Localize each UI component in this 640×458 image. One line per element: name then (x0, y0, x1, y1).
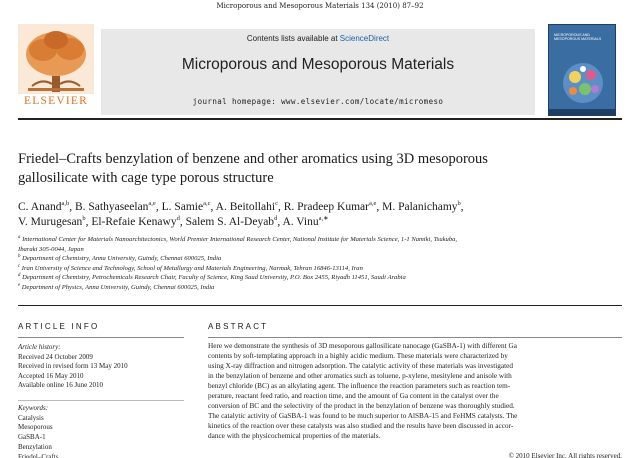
affiliation-a-continued: Ibaraki 305-0044, Japan (18, 245, 84, 253)
affiliation-d: $^d$ Department of Chemistry, Petrochemicals Research Chair, Faculty of Science, King Saud University, P.O. Box 2455, Riyadh 11451, Saudi Arabia (18, 273, 406, 282)
publisher-wordmark: ELSEVIER (24, 95, 88, 107)
cover-title: MICROPOROUS AND MESOPOROUS MATERIALS (554, 33, 602, 42)
abstract-body (208, 342, 622, 442)
cover-molecule-graphic (549, 25, 616, 116)
author[interactable]: V. Murugesan$^b$ (18, 215, 86, 228)
author[interactable]: A. Beitollahi$^c$ (215, 200, 278, 213)
abstract-line: using X-ray diffraction and nitrogen adsorption. The catalytic activity of these materials was investigated (208, 361, 513, 370)
contents-line (101, 34, 535, 43)
abstract-line: perature, reactant feed ratio, and reaction time, and the amount of Ga content in the catalyst over the (208, 391, 499, 400)
abstract-heading: ABSTRACT (208, 322, 269, 331)
affiliations (18, 235, 622, 293)
history-label: Article history: (18, 343, 61, 351)
author-list (18, 200, 622, 230)
abstract-line: dance with the physicochemical properties of the materials. (208, 431, 381, 440)
abstract-line: contents by soft-templating approach in a highly acidic medium. These materials were characterized by (208, 351, 508, 360)
abstract-rule (208, 337, 622, 338)
history-item: Received 24 October 2009 (18, 352, 93, 361)
abstract-line: in the benzylation of benzene and other aromatics such as toluene, p-xylene, mesitylene and anisole with (208, 371, 512, 380)
article-info-rule (18, 337, 184, 338)
author[interactable]: B. Sathyaseelan$^{a,e}$ (74, 200, 156, 213)
keyword: GaSBA-1 (18, 433, 46, 442)
running-head: Microporous and Mesoporous Materials 134 (2010) 87–92 (216, 2, 424, 10)
journal-name: Microporous and Mesoporous Materials (181, 56, 455, 73)
keywords-rule (18, 400, 184, 401)
keywords-label: Keywords: (18, 404, 49, 412)
author[interactable]: L. Samie$^{a,c}$ (161, 200, 211, 213)
journal-cover (548, 24, 616, 116)
affiliation-b: $^b$ Department of Chemistry, Anna University, Guindy, Chennai 600025, India (18, 254, 222, 263)
author[interactable]: M. Palanichamy$^b$ (382, 200, 461, 213)
keywords (18, 404, 188, 458)
author[interactable]: El-Refaie Kenawy$^d$ (91, 215, 180, 228)
article-title (18, 150, 622, 188)
keyword: Benzylation (18, 442, 52, 451)
keyword: Friedel–Crafts (18, 452, 59, 458)
author[interactable]: C. Anand$^{a,b}$ (18, 200, 70, 213)
contents-prefix: Contents lists available at (246, 34, 338, 43)
title-line-1: Friedel–Crafts benzylation of benzene and other aromatics using 3D mesoporous (18, 151, 488, 167)
abstract-line: kinetics of the reaction over these catalysts was also studied and the results have been discussed in accor- (208, 421, 514, 430)
affiliation-a: $^a$ International Center for Materials Nanoarchitectonics, World Premier International Research Center, National Institute for Materials Science, 1-1 Namiki, Tsukuba, (18, 234, 458, 243)
author[interactable]: Salem S. Al-Deyab$^d$ (185, 215, 278, 228)
affiliation-c: $^c$ Iran University of Science and Technology, School of Metallurgy and Materials Engineering, Narmak, Tehran 16846-13114, Iran (18, 263, 363, 272)
title-line-2: gallosilicate with cage type porous structure (18, 170, 274, 186)
journal-homepage[interactable]: journal homepage: www.elsevier.com/locate/micromeso (192, 97, 444, 106)
abstract-line: benzyl chloride (BC) as an alkylating agent. The influence the reaction parameters such as reaction tem- (208, 381, 511, 390)
keyword: Catalysis (18, 413, 44, 422)
article-info-heading: ARTICLE INFO (18, 322, 100, 331)
sciencedirect-link[interactable]: ScienceDirect (339, 34, 390, 43)
section-rule (18, 305, 622, 306)
authors-line-1: C. Anand$^{a,b}$, B. Sathyaseelan$^{a,e}$, L. Samie$^{a,c}$, A. Beitollahi$^c$, R. Pradeep Kumar$^{a,e}$, M. Palanichamy$^b$, (18, 200, 464, 213)
abstract-line: Here we demonstrate the synthesis of 3D mesoporous gallosilicate nanocage (GaSBA-1) with different Ga (208, 342, 517, 350)
journal-header (101, 29, 535, 115)
history-item: Accepted 16 May 2010 (18, 371, 84, 380)
abstract-line: The catalytic activity of GaSBA-1 was found to be much superior to AlSBA-15 and FeHMS catalysts. The (208, 411, 518, 420)
copyright: © 2010 Elsevier Inc. All rights reserved. (508, 452, 622, 458)
history-item: Received in revised form 13 May 2010 (18, 362, 128, 370)
authors-line-2: V. Murugesan$^b$, El-Refaie Kenawy$^d$, Salem S. Al-Deyab$^d$, A. Vinu$^{a,∗}$ (18, 215, 329, 228)
article-history (18, 343, 188, 391)
keyword: Mesoporous (18, 423, 53, 432)
affiliation-e: $^e$ Department of Physics, Anna University, Guindy, Chennai 600025, India (18, 282, 215, 291)
author[interactable]: R. Pradeep Kumar$^{a,e}$ (283, 200, 377, 213)
abstract-line: conversion of BC and the selectivity of the product in the benzylation of benzene was thoroughly studied. (208, 401, 515, 410)
history-item: Available online 16 June 2010 (18, 381, 104, 389)
header-rule (18, 118, 622, 120)
author[interactable]: A. Vinu$^{a,∗}$ (282, 215, 329, 228)
